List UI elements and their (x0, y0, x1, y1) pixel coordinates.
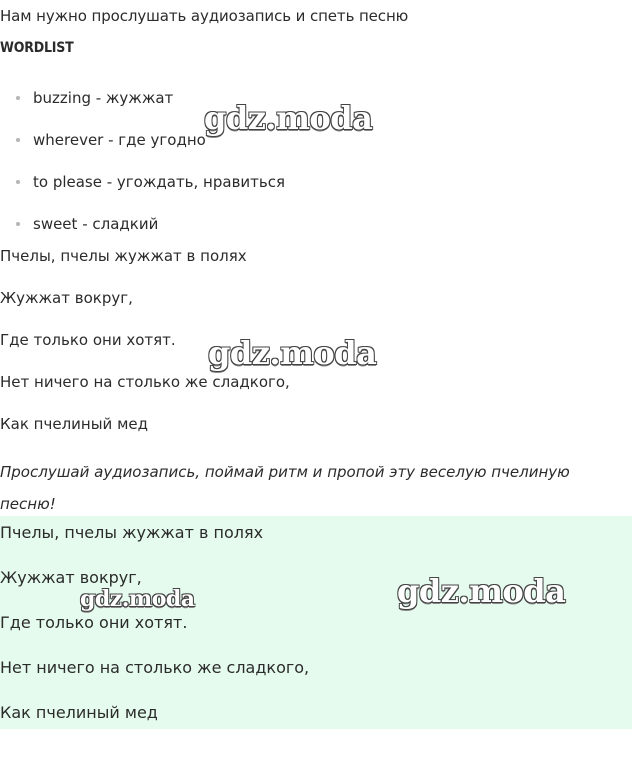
lyrics-line: Нет ничего на столько же сладкого, (0, 373, 290, 391)
lyrics-line: Где только они хотят. (0, 331, 176, 349)
watermark: gdz.moda (204, 99, 373, 137)
wordlist-item (0, 172, 285, 214)
answer-line: Как пчелиный мед (0, 703, 158, 722)
lyrics-line: Жужжат вокруг, (0, 289, 133, 307)
answer-line: Пчелы, пчелы жужжат в полях (0, 523, 264, 542)
watermark: gdz.moda (80, 586, 195, 612)
wordlist-item-text: buzzing - жужжат (33, 89, 174, 107)
lyrics-line: Как пчелиный мед (0, 415, 148, 433)
watermark: gdz.moda (397, 572, 566, 610)
answer-box (0, 516, 632, 729)
instruction-text: Прослушай аудиозапись, поймай ритм и пропой эту веселую пчелиную песню! (0, 463, 570, 513)
bullet-icon (16, 222, 20, 226)
wordlist-heading: WORDLIST (0, 40, 74, 56)
wordlist-item-text: to please - угождать, нравиться (33, 173, 286, 191)
answer-line: Жужжат вокруг, (0, 568, 142, 587)
wordlist-item-text: wherever - где угодно (33, 131, 206, 149)
lyrics-line: Пчелы, пчелы жужжат в полях (0, 247, 247, 265)
answer-line: Где только они хотят. (0, 613, 188, 632)
intro-text: Нам нужно прослушать аудиозапись и спеть песню (0, 7, 409, 25)
bullet-icon (16, 138, 20, 142)
wordlist-item-text: sweet - сладкий (33, 215, 159, 233)
bullet-icon (16, 96, 20, 100)
bullet-icon (16, 180, 20, 184)
watermark: gdz.moda (208, 334, 377, 372)
answer-line: Нет ничего на столько же сладкого, (0, 658, 310, 677)
